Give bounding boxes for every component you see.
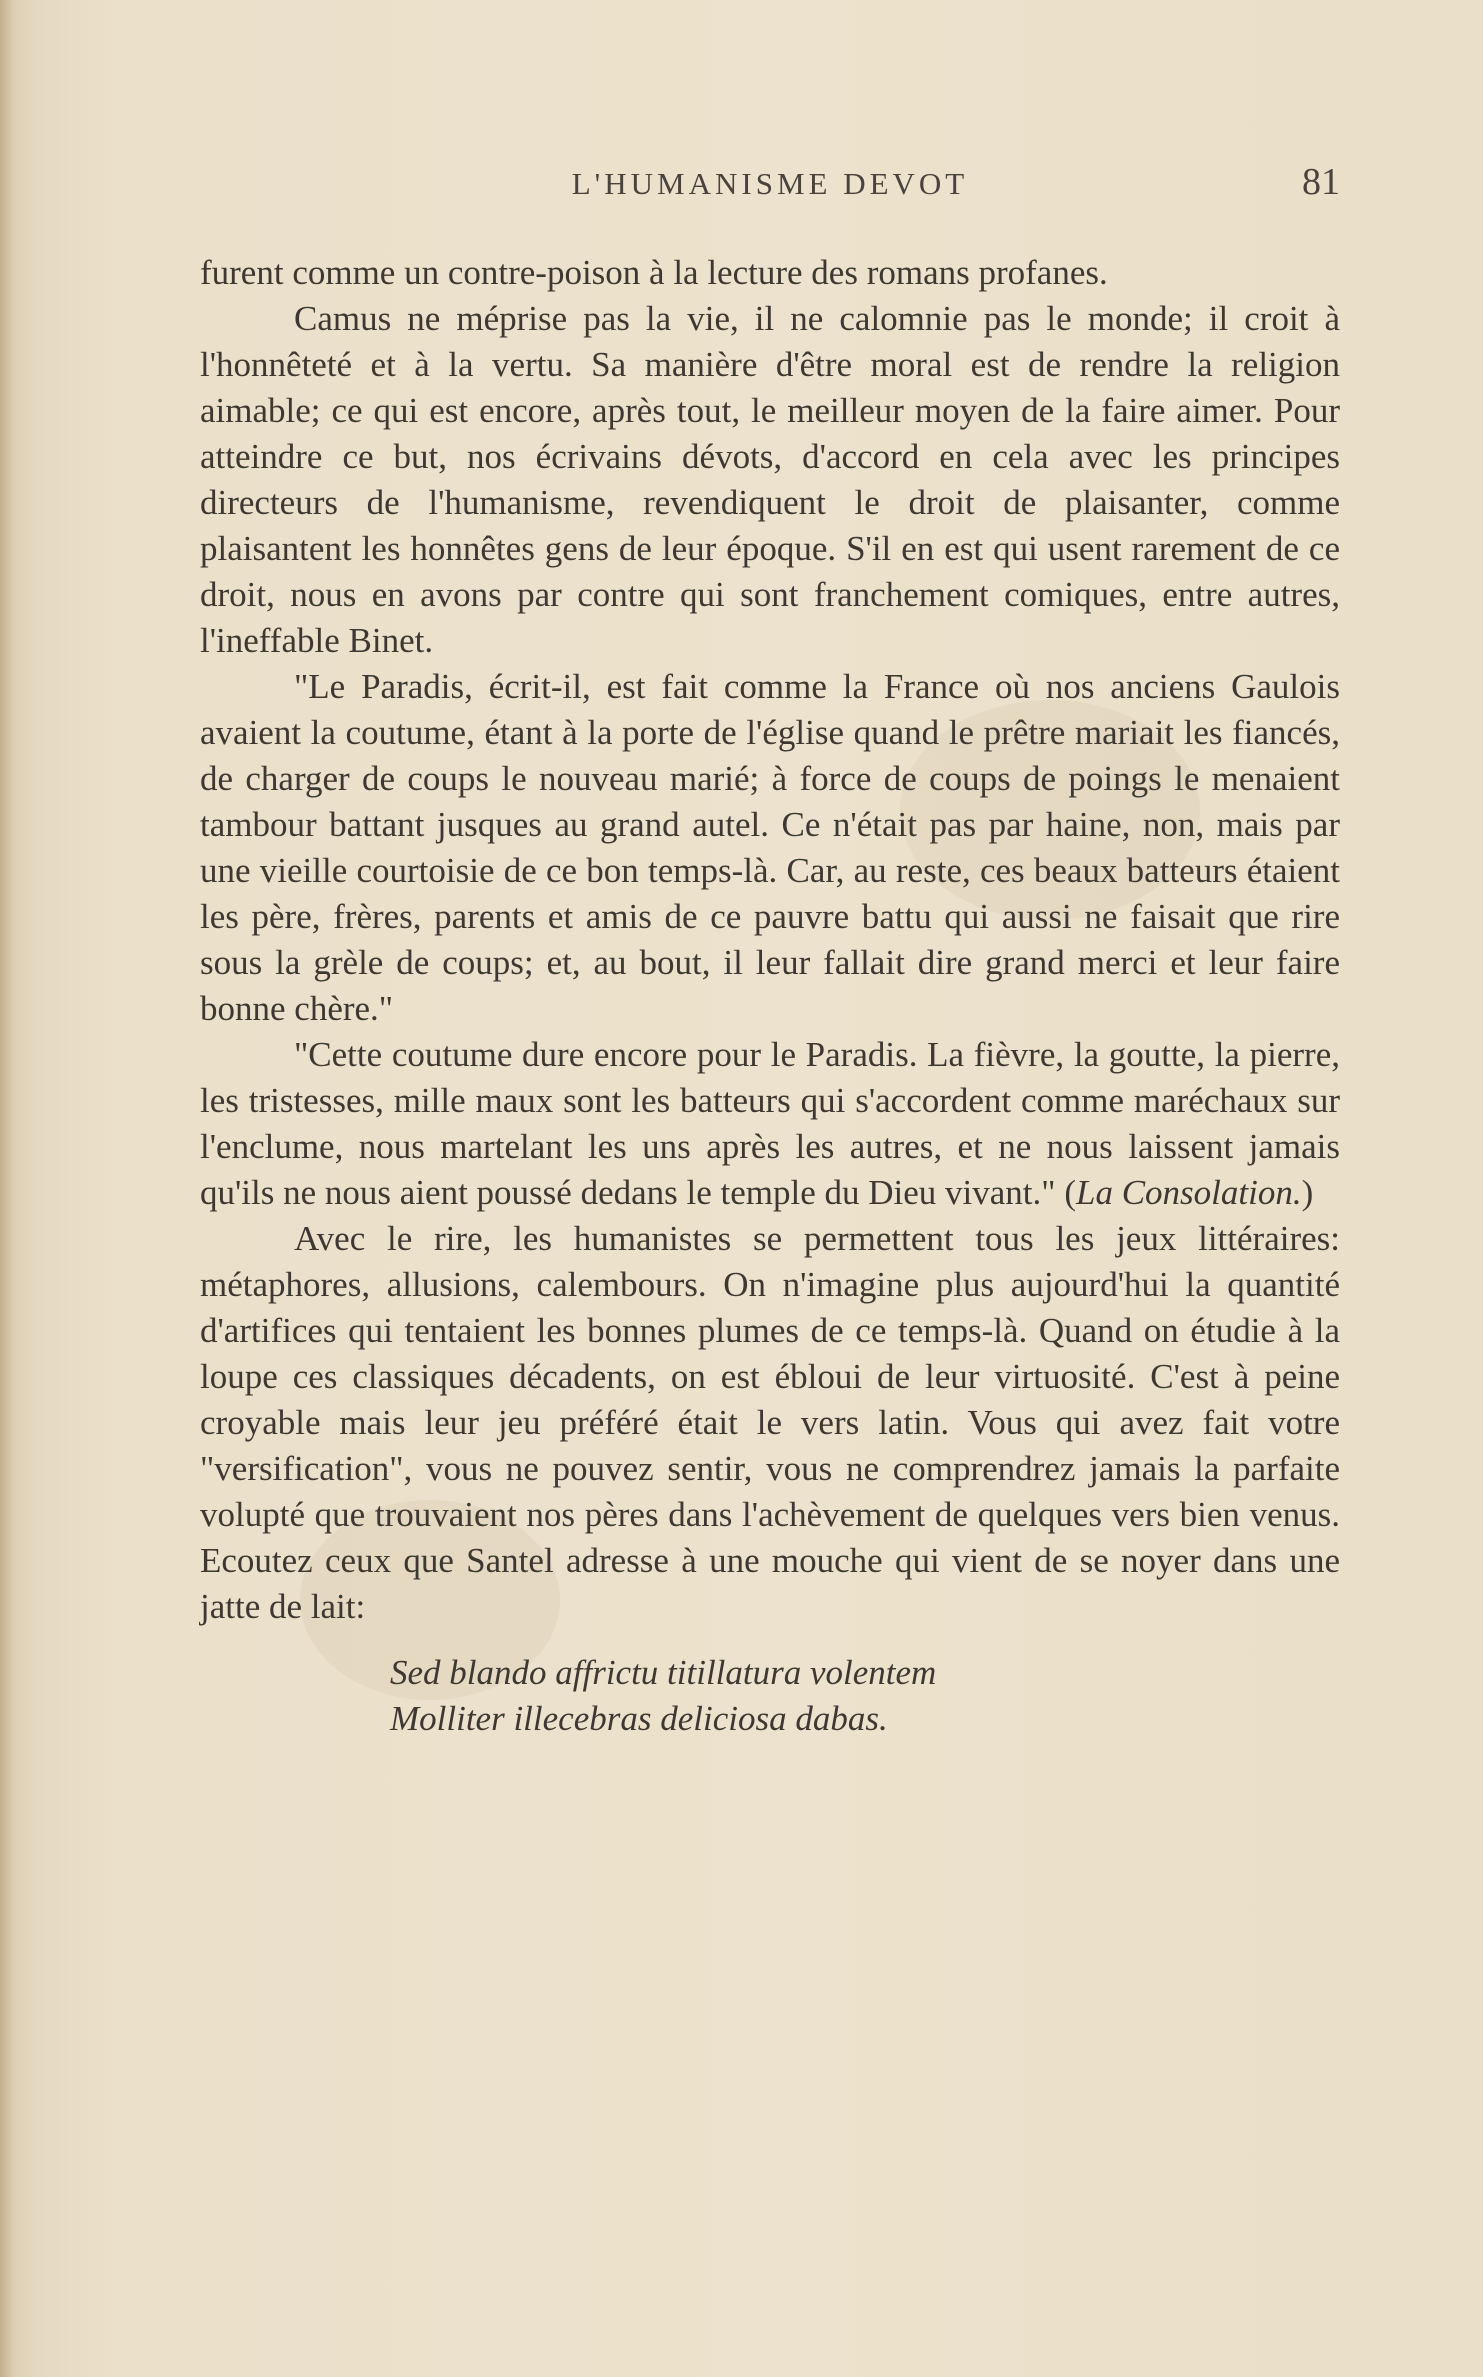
paragraph: [200, 1216, 1340, 1630]
citation-close: ): [1301, 1173, 1314, 1212]
citation-title: La Consolation.: [1075, 1173, 1302, 1212]
running-head: [200, 160, 1340, 210]
paragraph: [200, 664, 1340, 1032]
page-number: 81: [1302, 161, 1340, 203]
paragraph-text: "Le Paradis, écrit-il, est fait comme la France où nos anciens Gaulois avaient la coutume, étant à la porte de l'église quand le prêtre mariait les fiancés, de charger de coups le nouveau marié; à force de coups de poings le menaient tambour battant jusques au grand autel. Ce n'était pas par haine, non, mais par une vieille courtoisie de ce bon temps-là. Car, au reste, ces beaux batteurs étaient les père, frères, parents et amis de ce pauvre battu qui aussi ne faisait que rire sous la grèle de coups; et, au bout, il leur fallait dire grand merci et leur faire bonne chère.": [200, 667, 1340, 1028]
page-spine-edge: [0, 0, 14, 2377]
paragraph-text: furent comme un contre-poison à la lecture des romans profanes.: [200, 253, 1108, 292]
verse-line: Sed blando affrictu titillatura volentem: [390, 1653, 937, 1692]
paragraph: [200, 250, 1340, 296]
paragraph: [200, 296, 1340, 664]
paragraph-text: "Cette coutume dure encore pour le Paradis. La fièvre, la goutte, la pierre, les tristesses, mille maux sont les batteurs qui s'accordent comme maréchaux sur l'enclume, nous martelant les uns après les autres, et ne nous laissent jamais qu'ils ne nous aient poussé dedans le temple du Dieu vivant." (: [200, 1035, 1340, 1212]
latin-verse: [390, 1650, 1290, 1742]
body-text: [200, 250, 1340, 1630]
paragraph-text: Avec le rire, les humanistes se permettent tous les jeux littéraires: métaphores, allusions, calembours. On n'imagine plus aujourd'hui la quantité d'artifices qui tentaient les bonnes plumes de ce temps-là. Quand on étudie à la loupe ces classiques décadents, on est ébloui de leur virtuosité. C'est à peine croyable mais leur jeu préféré était le vers latin. Vous qui avez fait votre "versification", vous ne pouvez sentir, vous ne comprendrez jamais la parfaite volupté que trouvaient nos pères dans l'achèvement de quelques vers bien venus. Ecoutez ceux que Santel adresse à une mouche qui vient de se noyer dans une jatte de lait:: [200, 1219, 1340, 1626]
verse-line: Molliter illecebras deliciosa dabas.: [390, 1699, 888, 1738]
paragraph-text: Camus ne méprise pas la vie, il ne calomnie pas le monde; il croit à l'honnêteté et à la vertu. Sa manière d'être moral est de rendre la religion aimable; ce qui est encore, après tout, le meilleur moyen de la faire aimer. Pour atteindre ce but, nos écrivains dévots, d'accord en cela avec les principes directeurs de l'humanisme, revendiquent le droit de plaisanter, comme plaisantent les honnêtes gens de leur époque. S'il en est qui usent rarement de ce droit, nous en avons par contre qui sont franchement comiques, entre autres, l'ineffable Binet.: [200, 299, 1340, 660]
running-title: L'HUMANISME DEVOT: [571, 166, 969, 201]
paragraph: [200, 1032, 1340, 1216]
